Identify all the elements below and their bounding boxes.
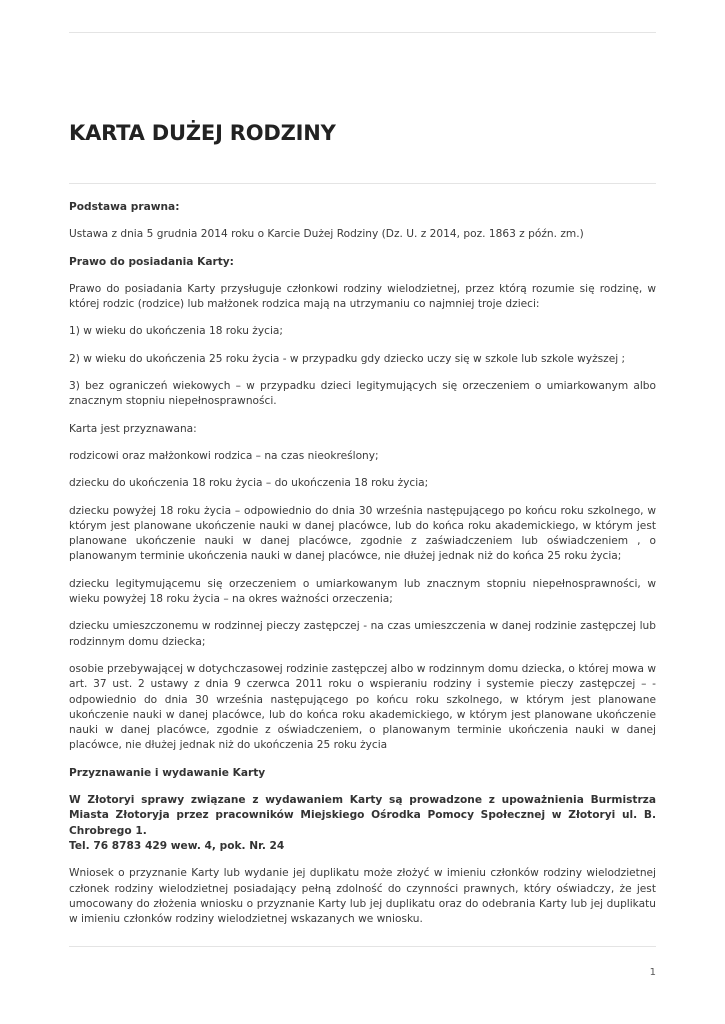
condition-3: 3) bez ograniczeń wiekowych – w przypadku dzieci legitymujących się orzeczeniem o umiarkowanym albo znacznym stopniu niepełnosprawności. [69,380,656,408]
issuing-heading: Przyznawanie i wydawanie Karty [69,766,266,779]
title-divider [69,183,656,184]
legal-basis-text: Ustawa z dnia 5 grudnia 2014 roku o Karcie Dużej Rodziny (Dz. U. z 2014, poz. 1863 z późn. zm.) [69,228,584,241]
condition-2: 2) w wieku do ukończenia 25 roku życia - w przypadku gdy dziecko uczy się w szkole lub szkole wyższej ; [69,352,626,365]
condition-1: 1) w wieku do ukończenia 18 roku życia; [69,325,283,338]
page-title: KARTA DUŻEJ RODZINY [69,121,336,145]
issuing-phone: Tel. 76 8783 429 wew. 4, pok. Nr. 24 [69,839,285,852]
granted-item-3: dziecku powyżej 18 roku życia – odpowiednio do dnia 30 września następującego po końcu roku szkolnego, w którym jest planowane ukończenie nauki w danej placówce, lub do końca roku akademickiego, w którym jest planowane ukończenie nauki w danej placówce, zgodnie z zaświadczeniem lub oświadczeniem , o planowanym terminie ukończenia nauki w danej placówce, nie dłużej jednak niż do końca 25 roku życia; [69,504,656,563]
granted-item-6: osobie przebywającej w dotychczasowej rodzinie zastępczej albo w rodzinnym domu dziecka, o której mowa w art. 37 ust. 2 ustawy z dnia 9 czerwca 2011 roku o wspieraniu rodziny i systemie pieczy zastępczej – -odpowiednio do dnia 30 września następującego po końcu roku szkolnego, w którym jest planowane ukończenie nauki w danej placówce, lub do końca roku akademickiego, w którym jest planowane ukończenie nauki w danej placówce, zgodnie z oświadczeniem, o planowanym terminie ukończenia nauki w danej placówce, nie dłużej jednak niż do ukończenia 25 roku życia [69,662,656,752]
right-to-card-text: Prawo do posiadania Karty przysługuje członkowi rodziny wielodzietnej, przez którą rozumie się rodzinę, w której rodzic (rodzice) lub małżonek rodzica mają na utrzymaniu co najmniej troje dzieci: [69,282,656,311]
granted-item-4: dziecku legitymującemu się orzeczeniem o umiarkowanym lub znacznym stopniu niepełnosprawności, w wieku powyżej 18 roku życia – na okres ważności orzeczenia; [69,577,656,606]
granted-item-1: rodzicowi oraz małżonkowi rodzica – na czas nieokreślony; [69,449,379,462]
page-number: 1 [649,967,656,978]
footer-divider [69,946,656,947]
right-to-card-heading: Prawo do posiadania Karty: [69,255,234,268]
application-text: Wniosek o przyznanie Karty lub wydanie jej duplikatu może złożyć w imieniu członków rodziny wielodzietnej członek rodziny wielodzietnej posiadający pełną zdolność do czynności prawnych, który oświadczy, że jest umocowany do złożenia wniosku o przyznanie Karty lub jej duplikatu oraz do odebrania Karty lub jej duplikatu w imieniu członków rodziny wielodzietnej wskazanych we wniosku. [69,867,656,926]
legal-basis-heading: Podstawa prawna: [69,201,180,213]
top-divider [69,32,656,33]
issuing-office-text: W Złotoryi sprawy związane z wydawaniem Karty są prowadzone z upoważnienia Burmistrza Miasta Złotoryja przez pracowników Miejskiego Ośrodka Pomocy Społecznej w Złotoryi ul. B. Chrobrego 1. [69,794,656,837]
document-body [69,200,656,939]
granted-item-5: dziecku umieszczonemu w rodzinnej pieczy zastępczej - na czas umieszczenia w danej rodzinie zastępczej lub rodzinnym domu dziecka; [69,620,656,648]
granted-item-2: dziecku do ukończenia 18 roku życia – do ukończenia 18 roku życia; [69,477,429,490]
granted-heading: Karta jest przyznawana: [69,422,197,435]
